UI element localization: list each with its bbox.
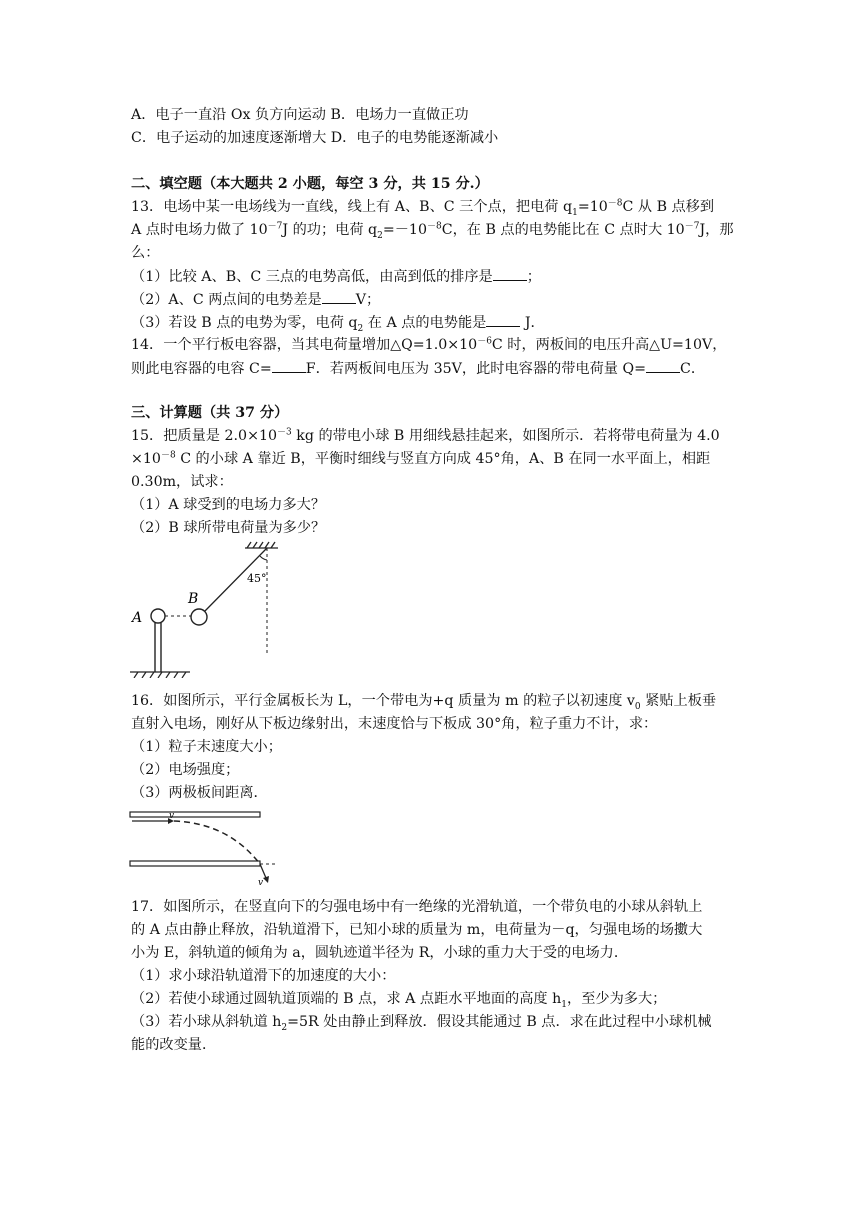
answer-blank[interactable] xyxy=(646,359,680,373)
q15-sub2: （2）B 球所带电荷量为多少？ xyxy=(131,520,326,536)
q14-line2: 则此电容器的电容 C= F．若两板间电压为 35V，此时电容器的带电荷量 Q= C． xyxy=(131,361,706,377)
q15-line2: $\times 10^{-8}$ C 的小球 A 靠近 B，平衡时细线与竖直方向成 45°角，A、B 在同一水平面上，相距 xyxy=(131,450,711,467)
q17-sub2: （2）若使小球通过圆轨道顶端的 B 点，求 A 点距水平地面的高度 $h_1$，至少为多大； xyxy=(131,991,667,1010)
answer-blank[interactable] xyxy=(272,359,306,373)
lower-plate xyxy=(130,861,260,866)
label-v-top: v xyxy=(169,811,175,821)
section3-heading: 三、计算题（共 37 分） xyxy=(131,405,289,421)
ball-a xyxy=(151,609,165,623)
q13-sub1: （1）比较 A、B、C 三点的电势高低，由高到低的排序是 ； xyxy=(131,269,541,285)
q16-figure-capacitor xyxy=(128,806,278,886)
q16-sub1: （1）粒子末速度大小； xyxy=(131,739,282,755)
angle-arc xyxy=(260,556,267,560)
q17-sub3: （3）若小球从斜轨道 $h_2=5R$ 处由静止到释放．假设其能通过 B 点．求在此过程中小球机械 xyxy=(131,1014,712,1033)
q16-sub3: （3）两极板间距离． xyxy=(131,785,268,801)
q17-sub1: （1）求小球沿轨道滑下的加速度的大小： xyxy=(131,968,396,984)
q15-sub1: （1）A 球受到的电场力多大？ xyxy=(131,497,326,513)
q16-sub2: （2）电场强度； xyxy=(131,762,240,778)
upper-plate xyxy=(130,812,260,817)
ball-b xyxy=(191,609,207,625)
particle-trajectory xyxy=(174,821,260,864)
label-angle: 45° xyxy=(247,572,267,585)
label-v-bottom: v xyxy=(258,878,264,886)
q17-line3: 小为 E，斜轨道的倾角为 a，圆轨迹道半径为 R，小球的重力大于受的电场力． xyxy=(131,945,629,961)
q17-line1: 17．如图所示，在竖直向下的匀强电场中有一绝缘的光滑轨道，一个带负电的小球从斜轨上 xyxy=(131,899,703,915)
q16-line1: 16．如图所示，平行金属板长为 L，一个带电为+q 质量为 m 的粒子以初速度 $v_0$ 紧贴上板垂 xyxy=(131,693,717,712)
answer-blank[interactable] xyxy=(486,313,520,327)
q14-line1: 14．一个平行板电容器，当其电荷量增加$\triangle Q=1.0\times 10^{-6}C$ 时，两板间的电压升高△U=10V， xyxy=(131,336,727,353)
q15-figure-pendulum xyxy=(128,538,288,678)
ceiling-support xyxy=(245,542,278,548)
label-b: B xyxy=(188,591,199,607)
q12-options-line2: C．电子运动的加速度逐渐增大 D．电子的电势能逐渐减小 xyxy=(131,130,499,146)
q13-sub3: （3）若设 B 点的电势为零，电荷 $q_2$ 在 A 点的电势能是 J． xyxy=(131,315,545,334)
q13-sub2: （2）A、C 两点间的电势差是 V； xyxy=(131,292,381,308)
q13-line3: 么： xyxy=(131,245,160,261)
q13-line1: 13．电场中某一电场线为一直线，线上有 A、B、C 三个点，把电荷 $q_1=10^{-8}C$ 从 B 点移到 xyxy=(131,198,715,218)
q15-line3: 0.30m，试求： xyxy=(131,474,233,490)
q12-options-line1: A．电子一直沿 Ox 负方向运动 B．电场力一直做正功 xyxy=(131,107,469,123)
q17-line2: 的 A 点由静止释放，沿轨道滑下，已知小球的质量为 m，电荷量为－q，匀强电场的场擻大 xyxy=(131,922,703,938)
q13-line2: A 点时电场力做了 $10^{-7}J$ 的功；电荷 $q_2=-10^{-8}C$，在 B 点的电势能比在 C 点时大 $10^{-7}J$，那 xyxy=(131,221,734,241)
label-a: A xyxy=(132,610,143,626)
q17-last-line: 能的改变量． xyxy=(131,1037,217,1053)
answer-blank[interactable] xyxy=(322,290,356,304)
exit-velocity-arrow xyxy=(260,864,266,878)
answer-blank[interactable] xyxy=(493,267,527,281)
ground-hatching xyxy=(130,672,190,678)
section2-heading: 二、填空题（本大题共 2 小题，每空 3 分，共 15 分.） xyxy=(131,176,489,192)
q15-line1: 15．把质量是 $2.0\times 10^{-3}$ kg 的带电小球 B 用细线悬挂起来，如图所示．若将带电荷量为 4.0 xyxy=(131,427,720,444)
q16-line2: 直射入电场，刚好从下板边缘射出，末速度恰与下板成 30°角，粒子重力不计，求： xyxy=(131,716,658,732)
